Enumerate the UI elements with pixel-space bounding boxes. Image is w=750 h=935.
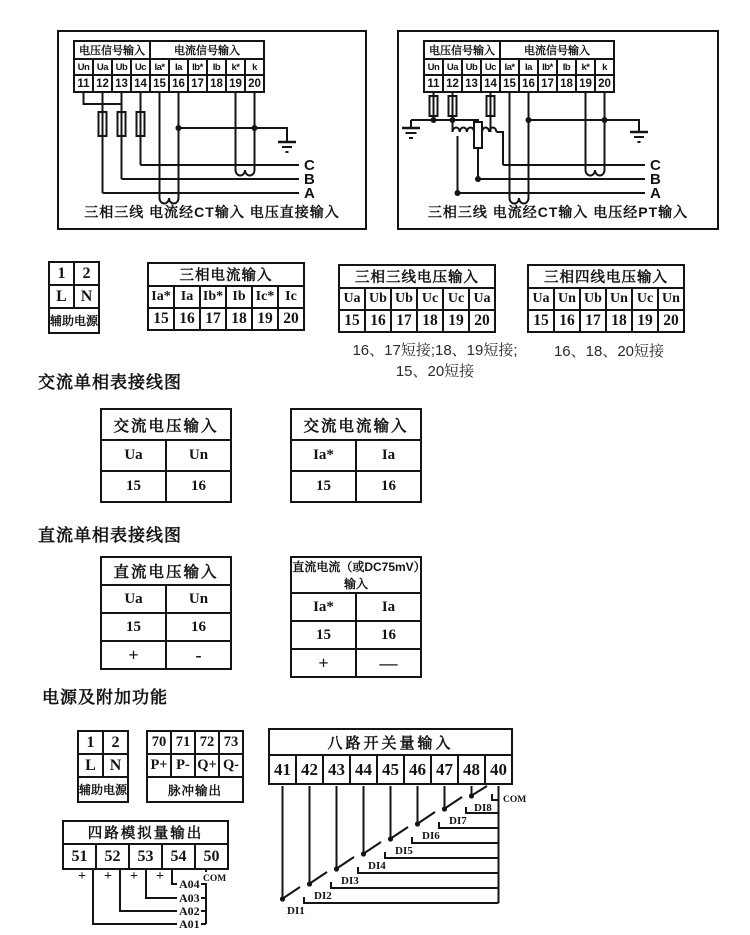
- label-cell: Ia*: [291, 440, 356, 471]
- junction-dot: [252, 125, 258, 131]
- junction-dot: [431, 117, 437, 123]
- number-cell: 52: [96, 844, 129, 869]
- pt-to-c-wire: [496, 132, 503, 165]
- note-line: 15、20短接: [395, 363, 475, 380]
- section-heading-ac: 交流单相表接线图: [38, 373, 182, 392]
- table-title: 直流电压输入: [101, 557, 231, 585]
- aux-caption: 辅助电源: [49, 308, 99, 333]
- label-cell: Ic: [278, 286, 304, 308]
- terminal-number-cell: 20: [595, 75, 614, 92]
- plus-label: +: [156, 869, 164, 884]
- junction-dot: [176, 125, 182, 131]
- terminal-label-cell: Uc: [481, 59, 500, 75]
- polarity-row: [291, 649, 421, 677]
- terminal-number-cell: 18: [207, 75, 226, 92]
- number-cell: 15: [148, 308, 174, 330]
- di-label: DI6: [422, 830, 440, 842]
- terminal-number-cell: 12: [93, 75, 112, 92]
- terminal-number-row: [74, 75, 264, 92]
- terminal-label-cell: Ub: [112, 59, 131, 75]
- junction-dot: [602, 117, 608, 123]
- number-cell: 15: [291, 621, 356, 649]
- label-cell: Un: [166, 440, 231, 471]
- pulse-caption: 脉冲输出: [147, 777, 243, 802]
- terminal-number-cell: 15: [150, 75, 169, 92]
- aux-cell: 1: [78, 731, 103, 754]
- table-title: 直流电流（或DC75mV）输入: [291, 557, 421, 593]
- diagram-ct-direct: [57, 30, 367, 230]
- label-cell: Ua: [101, 440, 166, 471]
- number-cell: 40: [485, 755, 512, 784]
- polarity-cell: -: [166, 641, 231, 669]
- label-cell: Uc: [632, 288, 658, 310]
- terminal-label-row: [424, 59, 614, 75]
- number-cell: 15: [291, 471, 356, 502]
- label-row: [101, 585, 231, 613]
- analog-output-wires: [55, 868, 255, 934]
- four-wire-voltage-table: [527, 264, 685, 333]
- terminal-number-cell: 14: [481, 75, 500, 92]
- switch-blade-icon: [365, 842, 382, 853]
- number-cell: 15: [339, 310, 365, 332]
- voltage-signal-header: 电压信号输入: [424, 41, 500, 59]
- number-cell: 16: [174, 308, 200, 330]
- ground-icon: [402, 128, 420, 138]
- ao-channel-label: A01: [179, 917, 200, 931]
- number-cell: 19: [632, 310, 658, 332]
- number-cell: 15: [101, 471, 166, 502]
- phase-label-c: C: [650, 157, 661, 174]
- plus-label: +: [78, 869, 86, 884]
- di-label: DI3: [341, 875, 359, 887]
- number-row: [147, 731, 243, 754]
- number-cell: 18: [606, 310, 632, 332]
- number-cell: 18: [226, 308, 252, 330]
- switch-di1: [280, 786, 499, 917]
- note-line: 16、18、20短接: [553, 343, 665, 360]
- aux-cell: 1: [49, 262, 74, 285]
- number-cell: 18: [417, 310, 443, 332]
- di-label: DI4: [368, 860, 386, 872]
- phase-label-c: C: [304, 157, 315, 174]
- terminal-number-cell: 13: [462, 75, 481, 92]
- number-row: [528, 310, 684, 332]
- polarity-row: [101, 641, 231, 669]
- terminal-label-cell: Un: [424, 59, 443, 75]
- aux-ln-row: [49, 285, 99, 308]
- number-row: [291, 471, 421, 502]
- current-signal-header: 电流信号输入: [150, 41, 264, 59]
- label-cell: Ia: [356, 593, 421, 621]
- label-cell: Un: [606, 288, 632, 310]
- number-cell: 15: [528, 310, 554, 332]
- terminal-label-cell: k: [595, 59, 614, 75]
- aux-number-row: [78, 731, 128, 754]
- aux-power-table-bottom: [77, 730, 129, 803]
- aux-caption-row: [49, 308, 99, 333]
- label-cell: Ua: [528, 288, 554, 310]
- number-cell: 20: [469, 310, 495, 332]
- ct-coil-icon: [236, 170, 255, 176]
- phase-label-a: A: [650, 185, 661, 202]
- number-cell: 44: [350, 755, 377, 784]
- table-title: 三相四线电压输入: [528, 265, 684, 288]
- number-row: [63, 844, 228, 869]
- section-heading-dc: 直流单相表接线图: [38, 526, 182, 545]
- terminal-label-row: [74, 59, 264, 75]
- number-cell: 16: [554, 310, 580, 332]
- table-title: 三相电流输入: [148, 263, 304, 286]
- label-cell: Uc: [417, 288, 443, 310]
- label-row: [528, 288, 684, 310]
- number-row: [269, 755, 512, 784]
- label-cell: Ub: [391, 288, 417, 310]
- phase-label-b: B: [650, 171, 661, 188]
- phase-label-b: B: [304, 171, 315, 188]
- label-row: [291, 593, 421, 621]
- number-cell: 20: [658, 310, 684, 332]
- number-row: [148, 308, 304, 330]
- current-signal-header: 电流信号输入: [500, 41, 614, 59]
- ground-icon: [630, 132, 648, 142]
- terminal-number-cell: 13: [112, 75, 131, 92]
- di-label: DI2: [314, 890, 332, 902]
- terminal-label-cell: Ub: [462, 59, 481, 75]
- aux-cell: 2: [74, 262, 99, 285]
- section-heading-power: 电源及附加功能: [42, 688, 168, 707]
- label-cell: Un: [166, 585, 231, 613]
- terminal-number-cell: 17: [188, 75, 207, 92]
- terminal-number-cell: 18: [557, 75, 576, 92]
- terminal-header-row: [74, 41, 264, 59]
- number-cell: 46: [404, 755, 431, 784]
- ct-coil-icon: [586, 170, 605, 176]
- number-cell: 17: [200, 308, 226, 330]
- aux-number-row: [49, 262, 99, 285]
- number-row: [339, 310, 495, 332]
- junction-dot: [450, 117, 456, 123]
- number-row: [101, 471, 231, 502]
- label-cell: Ib*: [200, 286, 226, 308]
- number-cell: 19: [443, 310, 469, 332]
- label-cell: Ia: [174, 286, 200, 308]
- ac-voltage-table: [100, 408, 232, 503]
- number-cell: 45: [377, 755, 404, 784]
- plus-label: +: [130, 869, 138, 884]
- number-cell: 16: [166, 471, 231, 502]
- aux-cell: N: [74, 285, 99, 308]
- switch-blade-icon: [419, 812, 436, 823]
- label-row: [101, 440, 231, 471]
- label-cell: Ic*: [252, 286, 278, 308]
- number-cell: 17: [580, 310, 606, 332]
- voltage-signal-header: 电压信号输入: [74, 41, 150, 59]
- terminal-label-cell: Ua: [443, 59, 462, 75]
- terminal-label-cell: Ia*: [500, 59, 519, 75]
- number-cell: 41: [269, 755, 296, 784]
- number-cell: 71: [171, 731, 195, 754]
- table-title: 交流电流输入: [291, 409, 421, 440]
- note-line: 16、17短接;18、19短接;: [352, 342, 518, 359]
- wire-ao4: [172, 868, 177, 884]
- com-label: COM: [203, 874, 227, 884]
- analog-output-table: [62, 820, 229, 870]
- number-cell: 16: [166, 613, 231, 641]
- polarity-cell: —: [356, 649, 421, 677]
- number-cell: 16: [356, 621, 421, 649]
- label-cell: Q-: [219, 754, 243, 777]
- ac-current-table: [290, 408, 422, 503]
- ao-channel-label: A03: [179, 891, 200, 905]
- diagram-caption: 三相三线 电流经CT输入 电压经PT输入: [427, 204, 689, 220]
- aux-ln-row: [78, 754, 128, 777]
- terminal-label-cell: Ib*: [538, 59, 557, 75]
- terminal-number-cell: 20: [245, 75, 264, 92]
- label-cell: Ub: [580, 288, 606, 310]
- terminal-number-cell: 11: [74, 75, 93, 92]
- label-cell: Uc: [443, 288, 469, 310]
- polarity-cell: +: [291, 649, 356, 677]
- terminal-label-cell: k*: [226, 59, 245, 75]
- number-cell: 16: [356, 471, 421, 502]
- phase-label-a: A: [304, 185, 315, 202]
- label-cell: P-: [171, 754, 195, 777]
- terminal-label-cell: k: [245, 59, 264, 75]
- number-cell: 16: [365, 310, 391, 332]
- terminal-label-cell: Ia: [519, 59, 538, 75]
- terminal-label-cell: k*: [576, 59, 595, 75]
- label-row: [148, 286, 304, 308]
- terminal-label-cell: Ib: [557, 59, 576, 75]
- aux-cell: L: [49, 285, 74, 308]
- terminal-number-cell: 17: [538, 75, 557, 92]
- digital-input-table: [268, 728, 513, 785]
- terminal-number-row: [424, 75, 614, 92]
- label-row: [291, 440, 421, 471]
- number-cell: 51: [63, 844, 96, 869]
- earth-link-wire: [179, 128, 288, 142]
- polarity-cell: +: [101, 641, 166, 669]
- number-cell: 47: [431, 755, 458, 784]
- terminal-label-cell: Ia*: [150, 59, 169, 75]
- switch-blade-icon: [392, 827, 409, 838]
- label-cell: Ia*: [291, 593, 356, 621]
- terminal-strip: [73, 40, 265, 93]
- label-cell: Un: [554, 288, 580, 310]
- number-cell: 72: [195, 731, 219, 754]
- number-cell: 70: [147, 731, 171, 754]
- switch-blade-icon: [473, 786, 488, 795]
- diagram-caption: 三相三线 电流经CT输入 电压直接输入: [84, 204, 340, 220]
- number-cell: 20: [278, 308, 304, 330]
- junction-dot: [526, 117, 532, 123]
- label-row: [339, 288, 495, 310]
- pt-coil-icon: [453, 128, 475, 133]
- terminal-label-cell: Ib*: [188, 59, 207, 75]
- label-cell: Ub: [365, 288, 391, 310]
- dc-voltage-table: [100, 556, 232, 670]
- label-cell: Ua: [469, 288, 495, 310]
- ground-icon: [278, 142, 296, 152]
- label-row: [147, 754, 243, 777]
- label-cell: Q+: [195, 754, 219, 777]
- switch-blade-icon: [311, 872, 328, 883]
- di-label: DI5: [395, 845, 413, 857]
- terminal-label-cell: Ib: [207, 59, 226, 75]
- terminal-number-cell: 12: [443, 75, 462, 92]
- label-cell: Ia: [356, 440, 421, 471]
- number-cell: 50: [195, 844, 228, 869]
- terminal-number-cell: 16: [169, 75, 188, 92]
- terminal-header-row: [424, 41, 614, 59]
- ao-channel-label: A04: [179, 877, 200, 891]
- three-wire-voltage-table: [338, 264, 496, 333]
- short-link-note-4wire: [534, 341, 684, 362]
- label-cell: Ua: [339, 288, 365, 310]
- di-label: DI8: [474, 802, 492, 814]
- terminal-label-cell: Un: [74, 59, 93, 75]
- aux-cell: L: [78, 754, 103, 777]
- table-title: 八路开关量输入: [269, 729, 512, 755]
- switch-blade-icon: [284, 887, 301, 898]
- com-label: COM: [503, 795, 527, 805]
- label-cell: Ua: [101, 585, 166, 613]
- terminal-label-cell: Ua: [93, 59, 112, 75]
- di-label: DI1: [287, 905, 305, 917]
- terminal-number-cell: 15: [500, 75, 519, 92]
- terminal-number-cell: 19: [576, 75, 595, 92]
- label-cell: Un: [658, 288, 684, 310]
- aux-caption: 辅助电源: [78, 777, 128, 802]
- plus-label: +: [104, 869, 112, 884]
- pulse-output-table: [146, 730, 244, 803]
- number-cell: 42: [296, 755, 323, 784]
- diagram-ct-pt: [397, 30, 719, 230]
- terminal-number-cell: 19: [226, 75, 245, 92]
- number-cell: 48: [458, 755, 485, 784]
- wire-ao2: [120, 868, 177, 911]
- number-cell: 17: [391, 310, 417, 332]
- terminal-number-cell: 14: [131, 75, 150, 92]
- number-cell: 53: [129, 844, 162, 869]
- aux-power-table: [48, 261, 100, 334]
- short-link-note-3wire: [318, 340, 552, 382]
- number-cell: 43: [323, 755, 350, 784]
- switch-blade-icon: [446, 797, 463, 808]
- terminal-number-cell: 16: [519, 75, 538, 92]
- earth-link-wire: [529, 120, 640, 132]
- number-row: [101, 613, 231, 641]
- number-cell: 54: [162, 844, 195, 869]
- terminal-label-cell: Ia: [169, 59, 188, 75]
- table-title: 三相三线电压输入: [339, 265, 495, 288]
- switch-blade-icon: [338, 857, 355, 868]
- pt-core-icon: [474, 122, 482, 148]
- number-row: [291, 621, 421, 649]
- number-cell: 73: [219, 731, 243, 754]
- dc-current-table: [290, 556, 422, 678]
- label-cell: Ia*: [148, 286, 174, 308]
- digital-input-wires: [268, 786, 533, 934]
- number-cell: 15: [101, 613, 166, 641]
- terminal-strip: [423, 40, 615, 93]
- aux-cell: 2: [103, 731, 128, 754]
- di-label: DI7: [449, 815, 467, 827]
- earth-link-wire: [411, 120, 478, 122]
- table-title: 交流电压输入: [101, 409, 231, 440]
- three-phase-current-table: [147, 262, 305, 331]
- terminal-label-cell: Uc: [131, 59, 150, 75]
- label-cell: P+: [147, 754, 171, 777]
- pt-coil-icon: [482, 128, 496, 132]
- label-cell: Ib: [226, 286, 252, 308]
- switch-di5: [388, 786, 499, 857]
- terminal-number-cell: 11: [424, 75, 443, 92]
- number-cell: 19: [252, 308, 278, 330]
- ao-channel-label: A02: [179, 904, 200, 918]
- aux-cell: N: [103, 754, 128, 777]
- table-title: 四路模拟量输出: [63, 821, 228, 844]
- switch-di8: [469, 786, 499, 814]
